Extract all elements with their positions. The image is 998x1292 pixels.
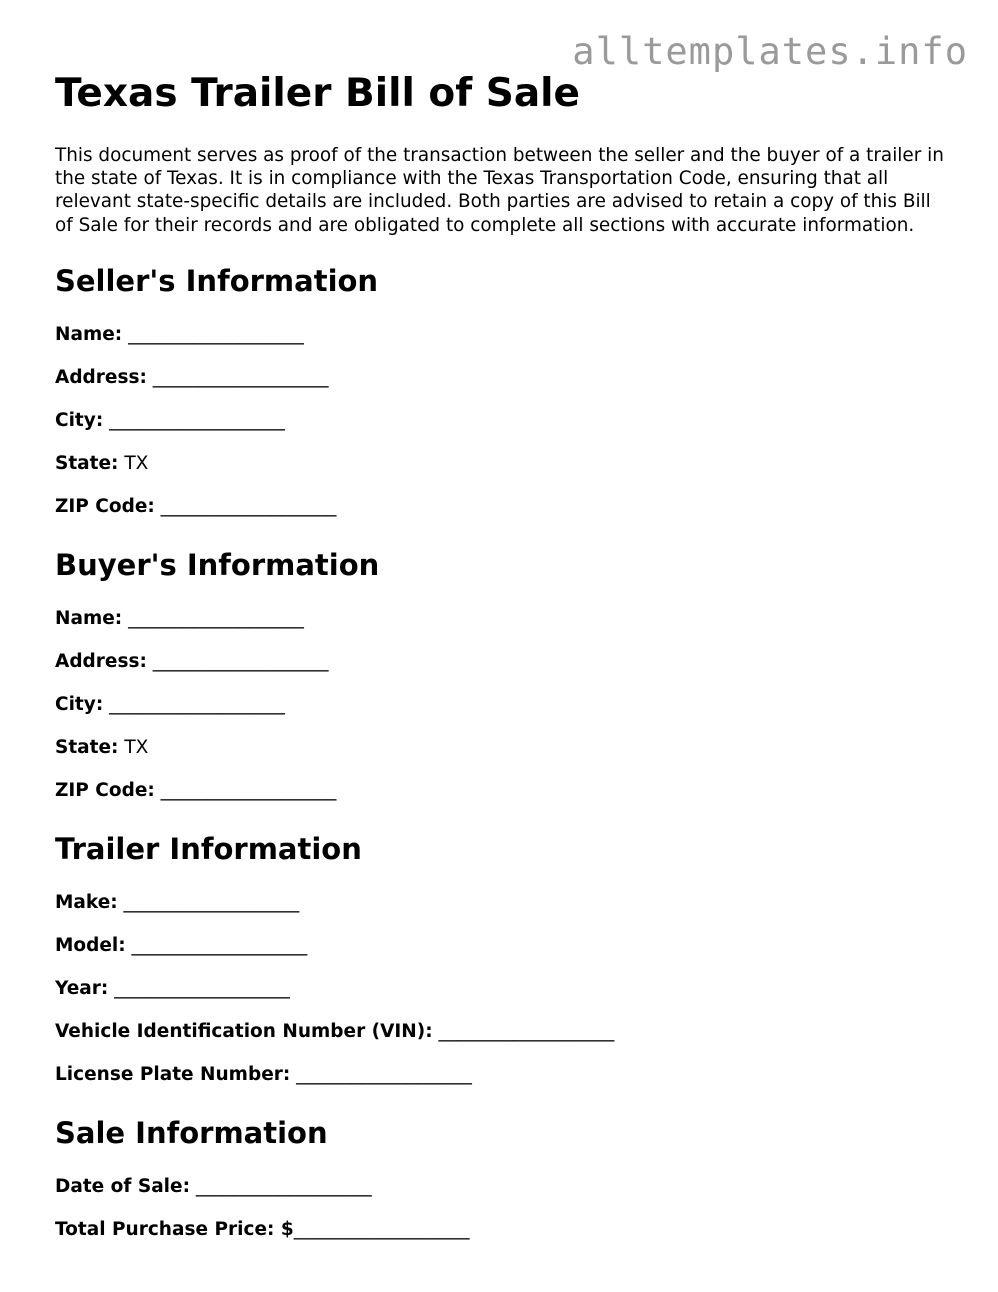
page-title: Texas Trailer Bill of Sale [55, 71, 580, 116]
field-trailer-license-plate [55, 1063, 945, 1087]
field-buyer-city [55, 693, 945, 717]
field-seller-name [55, 323, 945, 347]
field-value: TX [124, 452, 149, 474]
intro-paragraph: This document serves as proof of the transaction between the seller and the buyer of a trailer in the state of Texas. It is in compliance with the Texas Transportation Code, ensuring that all relevant state-specific details are included. Both parties are advised to retain a copy of this Bill of Sale for their records and are obligated to complete all sections with accurate information. [55, 145, 944, 236]
field-buyer-state [55, 736, 945, 760]
field-blank[interactable]: ___________________ [128, 323, 304, 345]
field-label: Address: [55, 366, 147, 388]
section-trailer-information [55, 831, 945, 1087]
field-blank[interactable]: ___________________ [296, 1063, 472, 1085]
field-buyer-address [55, 650, 945, 674]
field-seller-address [55, 366, 945, 390]
field-label: City: [55, 693, 104, 715]
field-blank[interactable]: ___________________ [109, 693, 285, 715]
field-blank[interactable]: ___________________ [438, 1020, 615, 1042]
field-trailer-vin [55, 1020, 945, 1044]
field-buyer-name [55, 607, 945, 631]
field-label: Year: [55, 977, 109, 999]
field-label: City: [55, 409, 104, 431]
field-seller-city [55, 409, 945, 433]
field-blank[interactable]: ___________________ [293, 1218, 470, 1240]
field-label: Make: [55, 891, 118, 913]
field-blank[interactable]: ___________________ [195, 1175, 372, 1197]
field-label: ZIP Code: [55, 779, 155, 801]
field-label: State: [55, 736, 119, 758]
field-label: License Plate Number: [55, 1063, 291, 1085]
section-heading: Seller's Information [55, 263, 379, 298]
field-blank[interactable]: ___________________ [109, 409, 285, 431]
field-blank[interactable]: ___________________ [114, 977, 290, 999]
field-blank[interactable]: ___________________ [131, 934, 308, 956]
field-label: Name: [55, 323, 123, 345]
field-trailer-make [55, 891, 945, 915]
field-label: ZIP Code: [55, 495, 155, 517]
field-label: Address: [55, 650, 147, 672]
section-heading: Buyer's Information [55, 547, 380, 582]
section-heading: Trailer Information [55, 831, 362, 866]
section-seller-information [55, 263, 945, 519]
field-label: Model: [55, 934, 126, 956]
field-seller-state [55, 452, 945, 476]
field-label: Vehicle Identification Number (VIN): [55, 1020, 433, 1042]
field-date-of-sale [55, 1175, 945, 1199]
document-page [55, 70, 945, 1242]
field-trailer-model [55, 934, 945, 958]
field-label: State: [55, 452, 119, 474]
field-buyer-zip [55, 779, 945, 803]
field-blank[interactable]: ___________________ [123, 891, 300, 913]
field-trailer-year [55, 977, 945, 1001]
field-seller-zip [55, 495, 945, 519]
field-blank[interactable]: ___________________ [152, 650, 329, 672]
section-heading: Sale Information [55, 1115, 328, 1150]
field-label: Date of Sale: [55, 1175, 190, 1197]
field-total-purchase-price [55, 1218, 945, 1242]
field-blank[interactable]: ___________________ [152, 366, 329, 388]
field-blank[interactable]: ___________________ [128, 607, 304, 629]
watermark: alltemplates.info [572, 30, 968, 73]
field-blank[interactable]: ___________________ [160, 495, 337, 517]
field-value: TX [124, 736, 149, 758]
section-buyer-information [55, 547, 945, 803]
field-blank[interactable]: ___________________ [160, 779, 337, 801]
section-sale-information [55, 1115, 945, 1242]
field-label: Total Purchase Price: $ [55, 1218, 294, 1240]
field-label: Name: [55, 607, 123, 629]
